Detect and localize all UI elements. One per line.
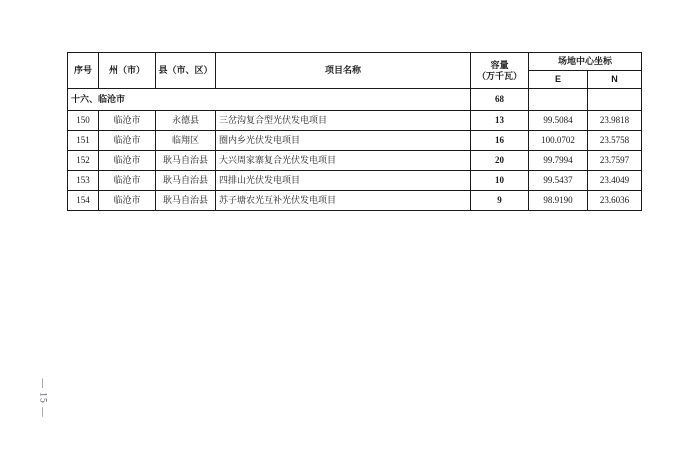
cell-coord-n: 23.4049 — [588, 171, 642, 191]
cell-capacity: 13 — [471, 111, 529, 131]
col-header-seq: 序号 — [68, 53, 99, 89]
cell-capacity: 20 — [471, 151, 529, 171]
cell-prefecture: 临沧市 — [99, 171, 156, 191]
cell-coord-e: 99.5084 — [529, 111, 588, 131]
cell-seq: 151 — [68, 131, 99, 151]
header-row-1 — [68, 53, 642, 71]
page-number — [18, 373, 68, 423]
cell-prefecture: 临沧市 — [99, 111, 156, 131]
cell-county: 临翔区 — [156, 131, 216, 151]
table-row — [68, 171, 642, 191]
cell-coord-n: 23.7597 — [588, 151, 642, 171]
cell-county: 永德县 — [156, 111, 216, 131]
cell-coord-e: 99.7994 — [529, 151, 588, 171]
project-table — [67, 52, 642, 211]
cell-county: 耿马自治县 — [156, 171, 216, 191]
cell-coord-e: 100.0702 — [529, 131, 588, 151]
cell-prefecture: 临沧市 — [99, 151, 156, 171]
cell-coord-n: 23.5758 — [588, 131, 642, 151]
cell-seq: 153 — [68, 171, 99, 191]
section-n-empty-cell — [588, 89, 642, 111]
col-header-coordinates: 场地中心坐标 — [529, 53, 642, 71]
col-header-prefecture: 州（市） — [99, 53, 156, 89]
cell-prefecture: 临沧市 — [99, 191, 156, 211]
col-header-project: 项目名称 — [216, 53, 471, 89]
cell-project: 圈内乡光伏发电项目 — [216, 131, 471, 151]
cell-coord-e: 98.9190 — [529, 191, 588, 211]
col-header-capacity — [471, 53, 529, 89]
section-row — [68, 89, 642, 111]
page-number-label: — 15 — — [38, 378, 48, 418]
section-e-empty-cell — [529, 89, 588, 111]
cell-capacity: 16 — [471, 131, 529, 151]
capacity-header-line1: 容量 — [490, 59, 509, 70]
col-header-n: N — [588, 71, 642, 89]
cell-project: 四排山光伏发电项目 — [216, 171, 471, 191]
section-capacity-total: 68 — [471, 89, 529, 111]
cell-prefecture: 临沧市 — [99, 131, 156, 151]
cell-project: 三岔沟复合型光伏发电项目 — [216, 111, 471, 131]
col-header-county: 县（市、区） — [156, 53, 216, 89]
table-row — [68, 131, 642, 151]
cell-county: 耿马自治县 — [156, 151, 216, 171]
cell-project: 苏子塘农光互补光伏发电项目 — [216, 191, 471, 211]
capacity-header-line2: （万千瓦） — [476, 70, 522, 81]
cell-capacity: 10 — [471, 171, 529, 191]
cell-project: 大兴周家寨复合光伏发电项目 — [216, 151, 471, 171]
cell-seq: 152 — [68, 151, 99, 171]
cell-seq: 154 — [68, 191, 99, 211]
cell-coord-n: 23.6036 — [588, 191, 642, 211]
cell-coord-n: 23.9818 — [588, 111, 642, 131]
cell-seq: 150 — [68, 111, 99, 131]
cell-county: 耿马自治县 — [156, 191, 216, 211]
table-row — [68, 151, 642, 171]
col-header-e: E — [529, 71, 588, 89]
cell-coord-e: 99.5437 — [529, 171, 588, 191]
table-row — [68, 191, 642, 211]
cell-capacity: 9 — [471, 191, 529, 211]
section-title: 十六、临沧市 — [68, 89, 471, 111]
table-row — [68, 111, 642, 131]
